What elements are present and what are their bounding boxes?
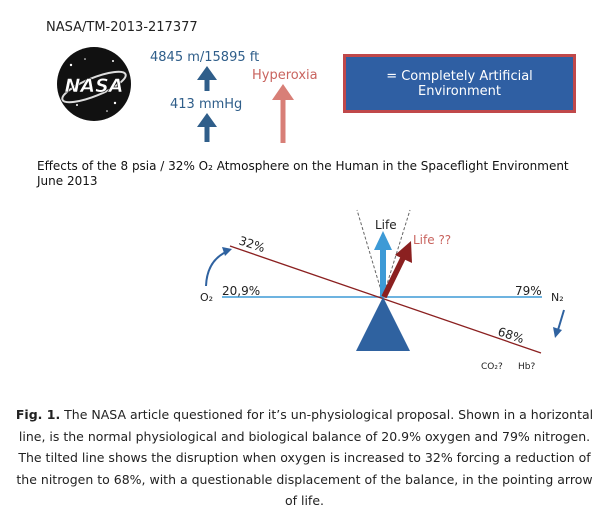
hyperoxia-label: Hyperoxia [252, 68, 318, 83]
hb-label: Hb? [518, 362, 536, 372]
balance-diagram [0, 200, 609, 380]
caption-text: The NASA article questioned for it’s un-physiological proposal. Shown in a horizontal line, is the normal physiological and biological balance of 20.9% oxygen and 79% nitrogen. The tilted line shows the disruption when oxygen is increased to 32% forcing a reduction of the nitrogen to 68%, with a questionable displacement of the balance, in the pointing arrow of life. [16, 407, 594, 508]
o2-increase-arrow-icon [206, 247, 232, 286]
co2-label: CO₂? [481, 362, 503, 372]
life-question-label: Life ?? [413, 233, 452, 247]
o2-tilted-percent: 32% [237, 233, 267, 256]
svg-text:NASA: NASA [64, 75, 124, 97]
n2-tilted-percent: 68% [496, 324, 526, 347]
hyperoxia-arrow-icon [268, 82, 298, 146]
nasa-logo [55, 45, 133, 123]
altitude-arrow-icon [197, 66, 217, 91]
effects-date: June 2013 [37, 174, 98, 188]
report-id: NASA/TM-2013-217377 [46, 20, 198, 35]
altitude-label: 4845 m/15895 ft [150, 50, 260, 65]
figure-caption [10, 404, 599, 512]
environment-box-text: = Completely Artificial Environment [386, 68, 533, 99]
effects-title: Effects of the 8 psia / 32% O₂ Atmosphere on the Human in the Spaceflight Environment [37, 159, 569, 173]
pressure-label: 413 mmHg [170, 97, 243, 112]
n2-decrease-arrow-icon [553, 310, 564, 338]
pressure-arrow-icon [197, 113, 217, 142]
o2-symbol: O₂ [200, 291, 214, 304]
environment-box [343, 54, 576, 113]
life-label: Life [375, 218, 397, 232]
n2-symbol: N₂ [551, 291, 564, 304]
header-blue-arrows [192, 62, 222, 146]
n2-baseline-percent: 79% [515, 284, 542, 298]
figure-label: Fig. 1. [15, 407, 61, 422]
o2-baseline-percent: 20,9% [222, 284, 261, 298]
